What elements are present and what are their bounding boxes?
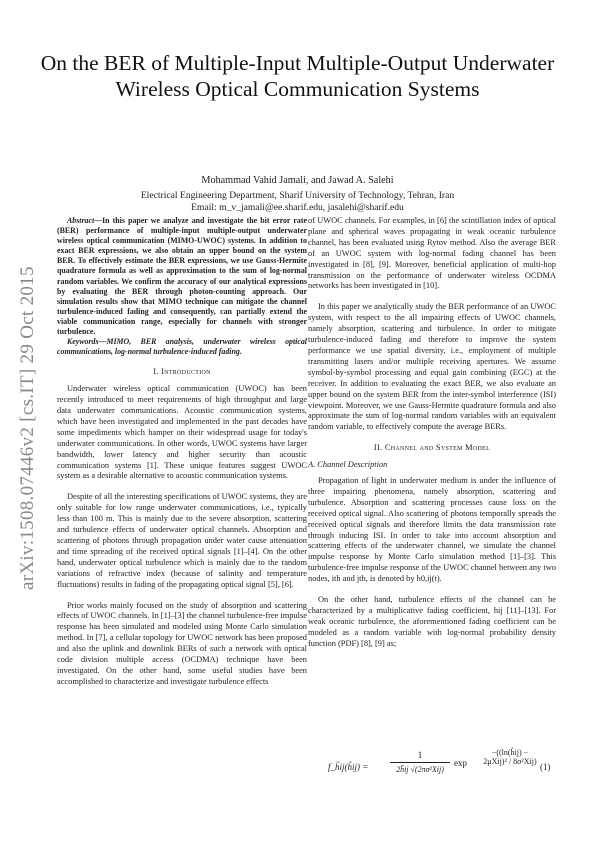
equation-numerator: 1 bbox=[390, 750, 450, 763]
intro-paragraph-2: Despite of all the interesting specifications of UWOC systems, they are only suitable for low range underwater communications, i.e., typically less than 100 m. This is mainly due to the severe absorption, scattering and turbulence effects of underwater optical channels. Absorption and scattering of photons through propagation under water cause attenuation and time spreading of the received optical signals [1]–[4]. On the other hand, underwater optical turbulence which is mainly due to the random variations of refractive index (because of salinity and temperature fluctuations) results in fading of the propagating optical signal [5], [6]. bbox=[57, 492, 307, 589]
equation-fraction bbox=[390, 750, 450, 774]
abstract-label: Abstract bbox=[67, 216, 95, 225]
author-block bbox=[40, 175, 555, 214]
author-names: Mohammad Vahid Jamali, and Jawad A. Salehi bbox=[201, 175, 394, 186]
right-column bbox=[308, 216, 556, 650]
equation-1 bbox=[320, 744, 550, 794]
model-paragraph-2: On the other hand, turbulence effects of the channel can be characterized by a multiplicative fading coefficient, hij [11]–[13]. For weak oceanic turbulence, the aforementioned fading coefficient can be modeled as a random variable with log-normal probability density function (PDF) [8], [9] as; bbox=[308, 595, 556, 648]
arxiv-stamp: arXiv:1508.07446v2 [cs.IT] 29 Oct 2015 bbox=[17, 266, 38, 590]
section-heading-model: II. Channel and System Model bbox=[373, 443, 491, 453]
subsection-heading-channel: A. Channel Description bbox=[308, 460, 388, 470]
model-paragraph-1: Propagation of light in underwater medium is under the influence of three impairing phenomena, namely absorption, scattering and turbulence. Absorption and scattering processes cause loss on the received optical signal. Also scattering of photons temporally spreads the received optical signals and therefore limits the data transmission rate through inducing ISI. In order to take into account absorption and scattering effects of the underwater channel, we simulate the channel impulse response by Monte Carlo simulation method [1]–[3]. This turbulence-free impulse response of the UWOC channel between any two nodes, ith and jth, is denoted by h0,ij(t). bbox=[308, 476, 556, 584]
intro-paragraph-3: Prior works mainly focused on the study of absorption and scattering effects of UWOC channels. In [1]–[3] the channel turbulence-free impulse response has been simulated and modeled using Monte Carlo simulation method. In [7], a cellular topology for UWOC network has been proposed and also the uplink and downlink BERs of such a network with optical code division multiple access (OCDMA) technique have been investigated. On the other hand, some useful studies have been accomplished to characterize and investigate turbulence effects bbox=[57, 600, 307, 686]
equation-lhs: f_h̃ij(h̃ij) = bbox=[328, 762, 369, 772]
equation-number: (1) bbox=[540, 762, 551, 772]
right-paragraph-1: of UWOC channels. For examples, in [6] the scintillation index of optical plane and spherical waves propagating in weak oceanic turbulence channel, has been evaluated using Rytov method. Also the average BER of an UWOC system with log-normal fading channel has been investigated in [8], [9]. Moreover, beneficial application of multi-hop transmission on the performance of underwater wireless OCDMA networks has been investigated in [10]. bbox=[308, 216, 556, 291]
author-email: Email: m_v_jamali@ee.sharif.edu, jasalehi@sharif.edu bbox=[191, 202, 404, 213]
equation-exp: exp bbox=[454, 758, 467, 768]
equation-exponent: −((ln(h̃ij) − 2μXij)² / 8σ²Xij) bbox=[483, 748, 537, 766]
left-column bbox=[57, 216, 307, 688]
intro-paragraph-1: Underwater wireless optical communication (UWOC) has been recently introduced to meet requirements of high throughput and large data underwater communications. Acoustic communication systems, which have been investigated and implemented in the past decades have some impediments which hamper on their widespread usage for today's underwater communications. In other words, UWOC systems have larger bandwidth, lower latency and higher security than acoustic communication systems [1]. These unique features suggest UWOC system as a desirable alternative to acoustic communication systems. bbox=[57, 384, 307, 481]
abstract bbox=[57, 216, 307, 337]
section-heading-introduction: I. Introduction bbox=[153, 367, 211, 377]
author-affiliation: Electrical Engineering Department, Sharif University of Technology, Tehran, Iran bbox=[140, 190, 455, 201]
paper-title: On the BER of Multiple-Input Multiple-Output Underwater Wireless Optical Communication Systems bbox=[40, 51, 555, 101]
keywords: Keywords—MIMO, BER analysis, underwater wireless optical communications, log-normal turbulence-induced fading. bbox=[57, 337, 307, 357]
right-paragraph-2: In this paper we analytically study the BER performance of an UWOC system, with respect to the all impairing effects of UWOC channels, namely absorption, scattering and turbulence. In order to mitigate turbulence-induced fading and therefore to improve the system performance we use spatial diversity, i.e., employment of multiple transmitting lasers and/or multiple receiving apertures. We assume symbol-by-symbol processing and equal gain combining (EGC) at the receiver. In addition to evaluating the exact BER, we also evaluate an upper bound on the system BER from the inter-symbol interference (ISI) viewpoint. Moreover, we use Gauss-Hermite quadrature formula and also approximate the sum of log-normal random variables with an equivalent random variable, to effectively compute the average BERs. bbox=[308, 302, 556, 432]
abstract-text: —In this paper we analyze and investigate the bit error rate (BER) performance of multiple-input multiple-output underwater wireless optical communication (MIMO-UWOC) systems. In addition to exact BER expressions, we also obtain an upper bound on the system BER. To effectively estimate the BER expressions, we use Gauss-Hermite quadrature formula as well as approximation to the sum of log-normal random variables. We confirm the accuracy of our analytical expressions by evaluating the BER through photon-counting approach. Our simulation results show that MIMO technique can mitigate the channel turbulence-induced fading and consequently, can partially extend the viable communication range, especially for channels with stronger turbulence. bbox=[57, 216, 307, 337]
equation-denominator: 2h̃ij √(2πσ²Xij) bbox=[396, 765, 444, 774]
